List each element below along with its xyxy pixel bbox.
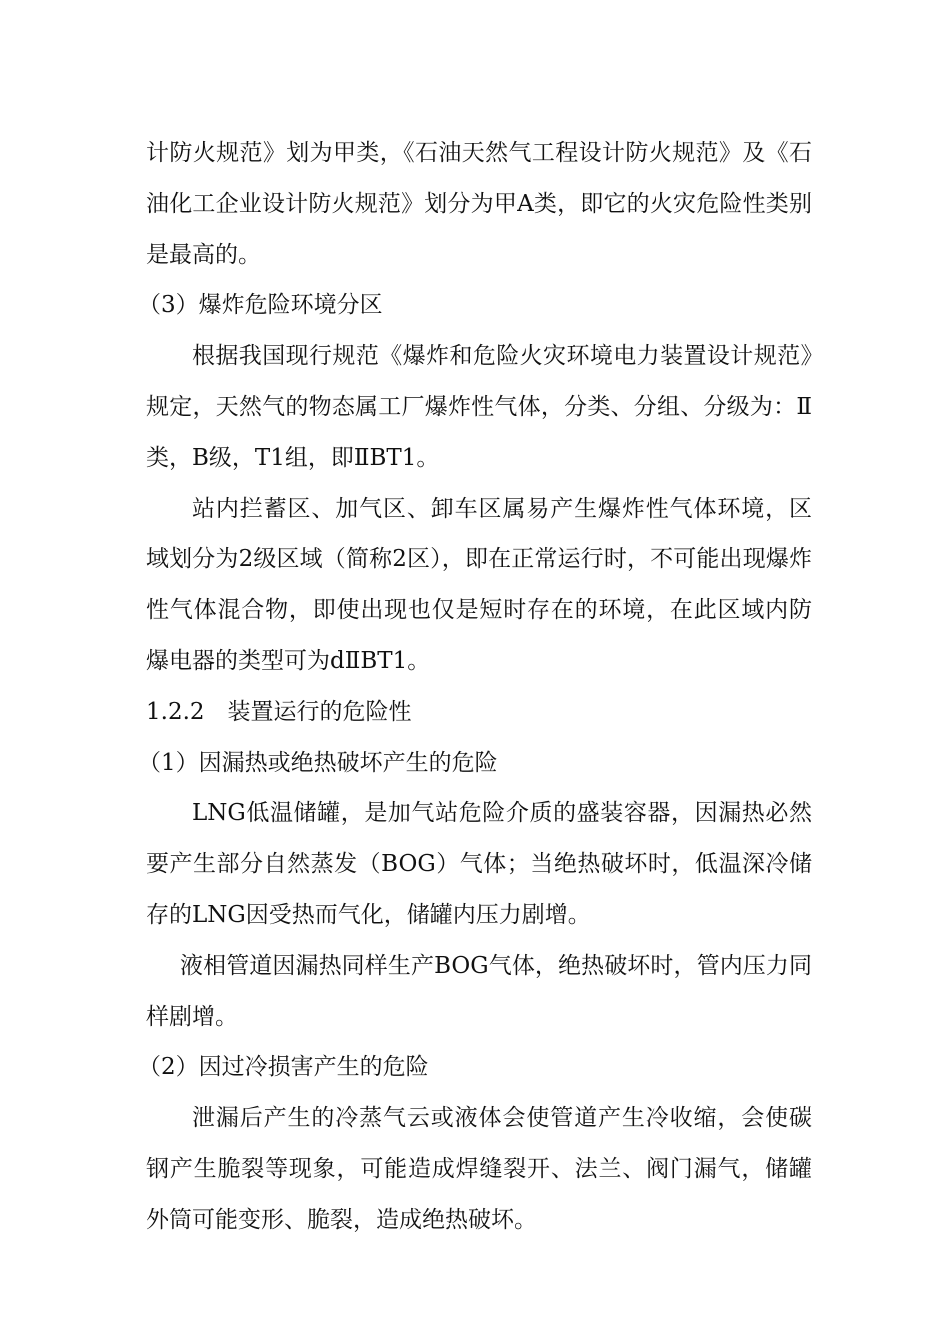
document-body bbox=[138, 128, 812, 1246]
paragraph-gas-classification: 根据我国现行规范《爆炸和危险火灾环境电力装置设计规范》规定，天然气的物态属工厂爆炸性气体，分类、分组、分级为：Ⅱ类，B级，T1组，即ⅡBT1。 bbox=[146, 343, 812, 471]
heading-explosion-zones: （3）爆炸危险环境分区 bbox=[138, 292, 383, 319]
paragraph-liquid-pipe: 液相管道因漏热同样生产BOG气体，绝热破坏时，管内压力同样剧增。 bbox=[146, 952, 812, 1030]
paragraph-cold-vapor: 泄漏后产生的冷蒸气云或液体会使管道产生冷收缩，会使碳钢产生脆裂等现象，可能造成焊缝裂开、法兰、阀门漏气，储罐外筒可能变形、脆裂，造成绝热破坏。 bbox=[146, 1105, 812, 1233]
paragraph-lng-tank: LNG低温储罐，是加气站危险介质的盛装容器，因漏热必然要产生部分自然蒸发（BOG）气体；当绝热破坏时，低温深冷储存的LNG因受热而气化，储罐内压力剧增。 bbox=[146, 800, 812, 928]
paragraph-fire-classification: 计防火规范》划为甲类，《石油天然气工程设计防火规范》及《石油化工企业设计防火规范》划分为甲A类，即它的火灾危险性类别是最高的。 bbox=[146, 140, 812, 268]
section-heading-operation-hazard: 1.2.2 装置运行的危险性 bbox=[146, 698, 412, 725]
paragraph-zone-division: 站内拦蓄区、加气区、卸车区属易产生爆炸性气体环境，区域划分为2级区域（简称2区），即在正常运行时，不可能出现爆炸性气体混合物，即使出现也仅是短时存在的环境，在此区域内防爆电器的类型可为dⅡBT1。 bbox=[146, 495, 812, 674]
heading-overcooling-hazard: （2）因过冷损害产生的危险 bbox=[138, 1054, 429, 1081]
heading-heat-leak-hazard: （1）因漏热或绝热破坏产生的危险 bbox=[138, 749, 498, 776]
